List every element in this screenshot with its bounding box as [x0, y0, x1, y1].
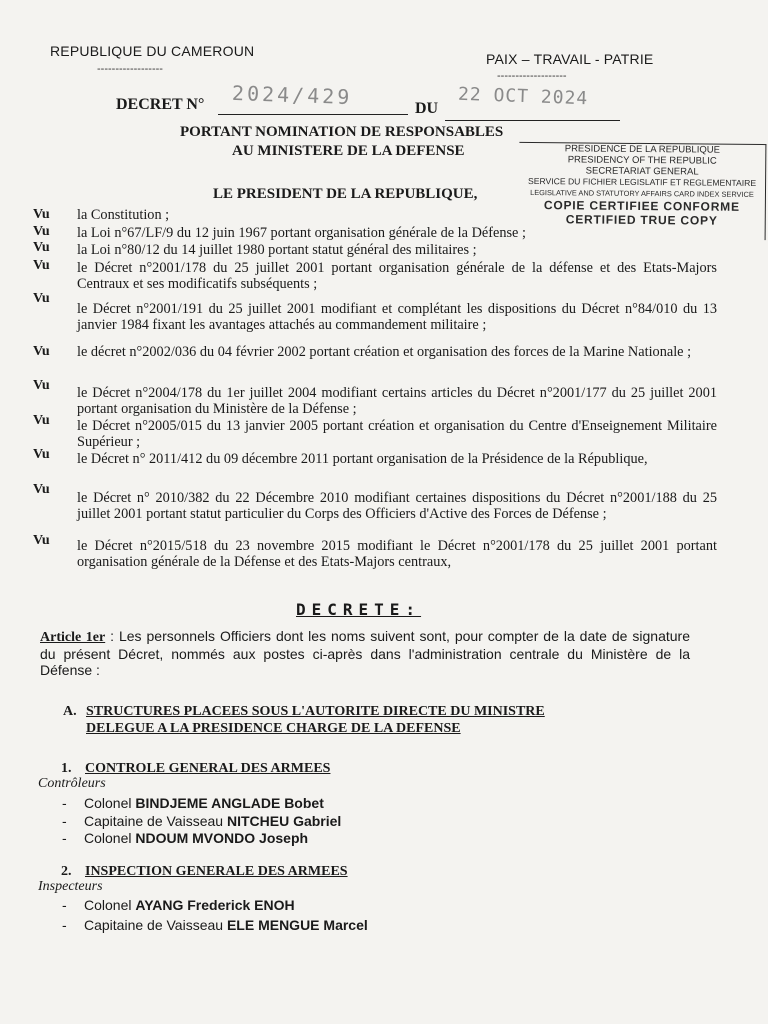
list-bullet: - — [62, 830, 67, 846]
list-bullet: - — [62, 897, 67, 913]
stamp-line: SERVICE DU FICHIER LEGISLATIF ET REGLEMENTAIRE — [527, 176, 757, 188]
vu-item: le Décret n°2001/191 du 25 juillet 2001 modifiant et complétant les dispositions du Décret n°84/010 du 13 janvier 1984 fixant les avantages attachés au commandement militaire ; — [77, 301, 717, 333]
vu-label: Vu — [33, 207, 50, 222]
subsection-2-role: Inspecteurs — [38, 879, 103, 894]
list-bullet: - — [62, 917, 67, 933]
vu-item: le Décret n°2005/015 du 13 janvier 2005 portant création et organisation du Centre d'Enseignement Militaire Supérieur ; — [77, 418, 717, 450]
decree-title-line2: AU MINISTERE DE LA DEFENSE — [232, 143, 465, 159]
subsection-2-number: 2. — [61, 864, 72, 879]
person-rank: Capitaine de Vaisseau — [84, 813, 224, 829]
decree-label: DECRET N° — [116, 96, 205, 113]
section-a-title-line2: DELEGUE A LA PRESIDENCE CHARGE DE LA DEFENSE — [86, 721, 461, 736]
stamp-line: LEGISLATIVE AND STATUTORY AFFAIRS CARD INDEX SERVICE — [530, 188, 754, 199]
decree-date: 22 OCT 2024 — [457, 83, 589, 110]
list-item — [84, 795, 324, 811]
vu-item: le Décret n° 2011/412 du 09 décembre 2011 portant organisation de la Présidence de la République, — [77, 451, 648, 467]
left-dashes: ------------------ — [97, 63, 163, 75]
vu-label: Vu — [33, 378, 50, 393]
person-rank: Colonel — [84, 897, 132, 913]
decree-number: 2024/429 — [231, 80, 353, 110]
date-label: DU — [415, 100, 439, 117]
person-name: AYANG Frederick ENOH — [135, 897, 295, 913]
decrete-heading: DECRETE: — [296, 600, 422, 619]
president-heading: LE PRESIDENT DE LA REPUBLIQUE, — [213, 186, 478, 202]
decree-number-underline — [218, 114, 408, 115]
person-rank: Colonel — [84, 830, 132, 846]
section-a-title-line1: STRUCTURES PLACEES SOUS L'AUTORITE DIRECTE DU MINISTRE — [86, 704, 545, 719]
vu-label: Vu — [33, 258, 50, 273]
list-bullet: - — [62, 813, 67, 829]
vu-item: la Loi n°67/LF/9 du 12 juin 1967 portant organisation générale de la Défense ; — [77, 225, 526, 241]
stamp-line: PRESIDENCE DE LA REPUBLIQUE — [564, 143, 721, 156]
list-item — [84, 897, 295, 913]
vu-label: Vu — [33, 533, 50, 548]
person-name: BINDJEME ANGLADE Bobet — [135, 795, 324, 811]
list-item — [84, 917, 368, 933]
vu-label: Vu — [33, 291, 50, 306]
subsection-2-title: INSPECTION GENERALE DES ARMEES — [85, 864, 348, 879]
list-item — [84, 813, 341, 829]
vu-item: la Loi n°80/12 du 14 juillet 1980 portant statut général des militaires ; — [77, 242, 477, 258]
decree-title-line1: PORTANT NOMINATION DE RESPONSABLES — [180, 124, 504, 140]
article-1 — [40, 628, 690, 678]
vu-item: le Décret n°2001/178 du 25 juillet 2001 portant organisation générale de la défense et des Etats-Majors Centraux et ses modificatifs subséquents ; — [77, 260, 717, 292]
stamp-certified-en: CERTIFIED TRUE COPY — [565, 212, 718, 228]
vu-label: Vu — [33, 344, 50, 359]
section-a-letter: A. — [63, 704, 77, 719]
vu-item: le Décret n°2004/178 du 1er juillet 2004 modifiant certains articles du Décret n°2001/177 du 25 juillet 2001 portant organisation du Ministère de la Défense ; — [77, 385, 717, 417]
list-bullet: - — [62, 795, 67, 811]
subsection-1-title: CONTROLE GENERAL DES ARMEES — [85, 761, 331, 776]
article-1-label: Article 1er — [40, 630, 106, 645]
national-motto: PAIX – TRAVAIL - PATRIE — [486, 51, 654, 67]
republic-name: REPUBLIQUE DU CAMEROUN — [50, 43, 255, 59]
subsection-1-number: 1. — [61, 761, 72, 776]
person-name: NDOUM MVONDO Joseph — [135, 830, 309, 846]
vu-item: le Décret n° 2010/382 du 22 Décembre 2010 modifiant certaines dispositions du Décret n°2001/188 du 25 juillet 2001 portant statut particulier du Corps des Officiers d'Active des Forces de Défense ; — [77, 490, 717, 522]
vu-label: Vu — [33, 413, 50, 428]
vu-item: la Constitution ; — [77, 207, 170, 223]
person-name: NITCHEU Gabriel — [226, 813, 342, 829]
list-item — [84, 830, 308, 846]
person-name: ELE MENGUE Marcel — [226, 917, 368, 933]
stamp-line: SECRETARIAT GENERAL — [585, 165, 699, 178]
right-dashes: ------------------- — [497, 70, 567, 82]
stamp-line: PRESIDENCY OF THE REPUBLIC — [567, 154, 717, 167]
person-rank: Capitaine de Vaisseau — [84, 917, 224, 933]
vu-item: le Décret n°2015/518 du 23 novembre 2015 modifiant le Décret n°2001/178 du 25 juillet 2001 portant organisation générale de la Défense et des Etats-Majors centraux, — [77, 538, 717, 570]
decree-date-underline — [445, 120, 620, 121]
stamp-certified-fr: COPIE CERTIFIEE CONFORME — [543, 198, 740, 214]
vu-label: Vu — [33, 447, 50, 462]
vu-label: Vu — [33, 240, 50, 255]
vu-item: le décret n°2002/036 du 04 février 2002 portant création et organisation des forces de la Marine Nationale ; — [77, 344, 692, 360]
person-rank: Colonel — [84, 795, 132, 811]
subsection-1-role: Contrôleurs — [38, 776, 106, 791]
article-1-text: : Les personnels Officiers dont les noms suivent sont, pour compter de la date de signature du présent Décret, nommés aux postes ci-après dans l'administration centrale du Ministère de la Défense : — [40, 628, 690, 678]
vu-label: Vu — [33, 224, 50, 239]
vu-label: Vu — [33, 482, 50, 497]
